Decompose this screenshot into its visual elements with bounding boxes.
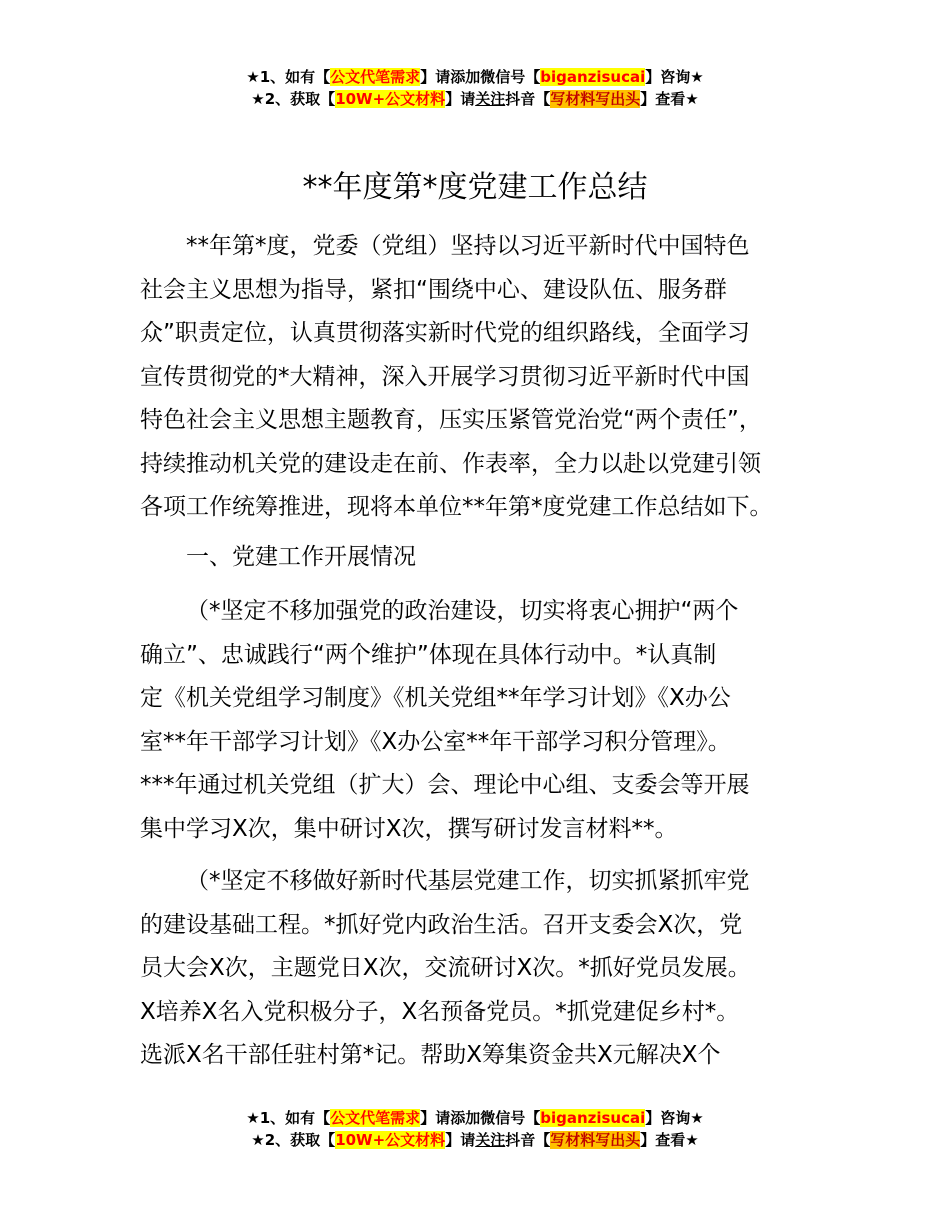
banner-text: 】咨询★ — [645, 1109, 704, 1127]
banner-text: 】查看★ — [640, 90, 699, 108]
section-heading — [140, 536, 820, 580]
text-line: 社会主义思想为指导，紧扣“围绕中心、建设队伍、服务群 — [140, 276, 727, 303]
text-line: （*坚定不移加强党的政治建设，切实将衷心拥护“两个 — [186, 598, 739, 624]
banner-text: ★2、获取【 — [251, 1131, 336, 1149]
banner-text: 】请添加微信号【 — [420, 68, 541, 86]
text-line: 选派X名干部任驻村第*记。帮助X筹集资金共X元解决X个 — [140, 1042, 721, 1068]
paragraph-intro — [140, 225, 820, 530]
banner-text: 抖音【 — [505, 1131, 551, 1149]
banner-highlight: 写材料写出头 — [550, 90, 641, 108]
text-line: 特色社会主义思想主题教育，压实压紧管党治党“两个责任”， — [140, 407, 762, 433]
banner-line-2 — [0, 88, 950, 110]
text-line: X培养X名入党积极分子，X名预备党员。*抓党建促乡村*。 — [140, 998, 740, 1025]
banner-text: 】请 — [445, 90, 476, 108]
banner-line-2 — [0, 1129, 950, 1151]
banner-highlight: 公文代笔需求 — [330, 68, 421, 86]
text-line: （*坚定不移做好新时代基层党建工作，切实抓紧抓牢党 — [186, 868, 750, 894]
banner-highlight: 写材料写出头 — [550, 1131, 641, 1149]
banner-text: 】咨询★ — [645, 68, 704, 86]
text-line: 室**年干部学习计划》《X办公室**年干部学习积分管理》。 — [140, 728, 731, 755]
text-line: **年第*度，党委（党组）坚持以习近平新时代中国特色 — [186, 233, 750, 259]
banner-text: ★1、如有【 — [246, 1109, 331, 1127]
text-line: 各项工作统筹推进，现将本单位**年第*度党建工作总结如下。 — [140, 494, 773, 520]
banner-highlight: 公文代笔需求 — [330, 1109, 421, 1127]
banner-underline: 关注 — [475, 90, 506, 108]
banner-highlight: 10W+公文材料 — [335, 1131, 446, 1149]
text-line: 的建设基础工程。*抓好党内政治生活。召开支委会X次，党 — [140, 911, 743, 938]
banner-highlight: biganzisucai — [540, 68, 646, 86]
banner-text: 】查看★ — [640, 1131, 699, 1149]
text-line: 持续推动机关党的建设走在前、作表率，全力以赴以党建引领 — [140, 450, 761, 477]
banner-text: 】请添加微信号【 — [420, 1109, 541, 1127]
text-line: 定《机关党组学习制度》《机关党组**年学习计划》《X办公 — [140, 685, 731, 711]
banner-text: 】请 — [445, 1131, 476, 1149]
banner-text: 抖音【 — [505, 90, 551, 108]
header-banner — [0, 66, 950, 110]
banner-underline: 关注 — [475, 1131, 506, 1149]
banner-line-1 — [0, 66, 950, 88]
document-title: **年度第*度党建工作总结 — [302, 170, 648, 205]
text-line: 确立”、忠诚践行“两个维护”体现在具体行动中。*认真制 — [140, 641, 717, 668]
text-line: 宣传贯彻党的*大精神，深入开展学习贯彻习近平新时代中国 — [140, 363, 750, 390]
banner-line-1 — [0, 1107, 950, 1129]
banner-text: ★2、获取【 — [251, 90, 336, 108]
paragraph-political — [140, 590, 820, 851]
text-line: 员大会X次，主题党日X次，交流研讨X次。*抓好党员发展。 — [140, 955, 751, 981]
heading-line: 一、党建工作开展情况 — [186, 544, 416, 570]
banner-highlight: 10W+公文材料 — [335, 90, 446, 108]
text-line: ***年通过机关党组（扩大）会、理论中心组、支委会等开展 — [140, 772, 750, 798]
text-line: 众”职责定位，认真贯彻落实新时代党的组织路线，全面学习 — [140, 320, 750, 346]
paragraph-grassroots — [140, 860, 820, 1078]
footer-banner — [0, 1107, 950, 1151]
banner-highlight: biganzisucai — [540, 1109, 646, 1127]
banner-text: ★1、如有【 — [246, 68, 331, 86]
text-line: 集中学习X次，集中研讨X次，撰写研讨发言材料**。 — [140, 815, 678, 842]
